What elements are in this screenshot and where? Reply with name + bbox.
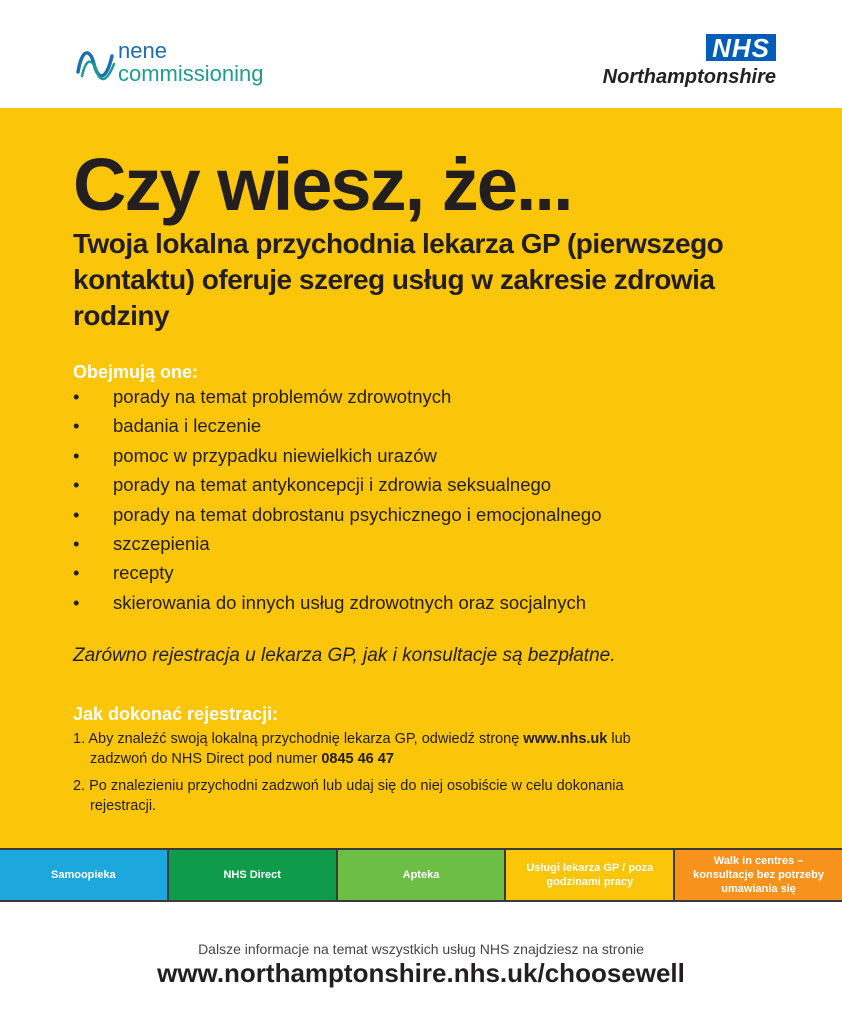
headline: Czy wiesz, że...	[73, 143, 572, 226]
bullet-icon: •	[73, 415, 80, 437]
list-item-text: badania i leczenie	[113, 415, 262, 437]
step-text: Aby znaleźć swoją lokalną przychodnię lekarza GP, odwiedź stronę	[88, 731, 520, 747]
website-link[interactable]: www.nhs.uk	[523, 731, 608, 747]
nhs-logo	[603, 34, 776, 89]
nhs-region-name: Northamptonshire	[602, 66, 776, 88]
step-text-indented	[73, 749, 394, 769]
list-item	[73, 413, 602, 442]
registration-title: Jak dokonać rejestracji:	[73, 704, 279, 724]
bullet-icon: •	[73, 532, 80, 554]
list-item	[73, 443, 602, 472]
step-number: 2.	[73, 778, 86, 794]
list-item-text: skierowania do innych usług zdrowotnych oraz socjalnych	[113, 591, 587, 613]
bullet-icon: •	[73, 562, 80, 584]
list-item	[73, 472, 602, 501]
step-text: Po znalezieniu przychodni zadzwoń lub udaj się do niej osobiście w celu dokonania	[89, 778, 624, 794]
footer-url-link[interactable]: www.northamptonshire.nhs.uk/choosewell	[157, 958, 685, 988]
band-self-care: Samoopieka	[0, 850, 169, 900]
band-pharmacy: Apteka	[338, 850, 507, 900]
nhs-badge: NHS	[706, 34, 776, 61]
list-item-text: porady na temat antykoncepcji i zdrowia seksualnego	[113, 474, 552, 496]
service-colour-band	[0, 848, 842, 902]
bullet-icon: •	[73, 591, 80, 613]
list-item	[73, 502, 602, 531]
bullet-icon: •	[73, 386, 80, 407]
bullet-icon: •	[73, 444, 80, 466]
nene-commissioning-logo	[76, 38, 296, 98]
list-item-text: recepty	[113, 562, 174, 584]
services-list	[73, 384, 602, 619]
list-item	[73, 590, 602, 619]
list-item	[73, 384, 602, 413]
wave-icon	[76, 42, 116, 86]
free-of-charge-note: Zarówno rejestracja u lekarza GP, jak i konsultacje są bezpłatne.	[73, 645, 616, 666]
list-item	[73, 531, 602, 560]
band-walk-in-centres: Walk in centres – konsultacje bez potrzeby umawiania się	[675, 850, 842, 900]
list-item	[73, 560, 602, 589]
subheadline: Twoja lokalna przychodnia lekarza GP (pierwszego kontaktu) oferuje szereg usług w zakresie zdrowia rodziny	[73, 228, 724, 331]
step-text: rejestracji.	[90, 798, 157, 814]
bullet-icon: •	[73, 503, 80, 525]
step-text: zadzwoń do NHS Direct pod numer	[90, 751, 318, 767]
services-title: Obejmują one:	[73, 362, 199, 382]
registration-step-1	[73, 729, 713, 769]
band-nhs-direct: NHS Direct	[169, 850, 338, 900]
footer-note: Dalsze informacje na temat wszystkich usług NHS znajdziesz na stronie	[198, 941, 644, 957]
list-item-text: pomoc w przypadku niewielkich urazów	[113, 444, 437, 466]
band-gp-services: Usługi lekarza GP / poza godzinami pracy	[506, 850, 675, 900]
list-item-text: porady na temat dobrostanu psychicznego i emocjonalnego	[113, 503, 602, 525]
logo-text-nene: nene	[118, 38, 167, 63]
step-number: 1.	[73, 731, 86, 747]
registration-step-2	[73, 776, 713, 816]
step-text: lub	[611, 731, 631, 747]
list-item-text: porady na temat problemów zdrowotnych	[113, 386, 452, 407]
bullet-icon: •	[73, 474, 80, 496]
logo-text-commissioning: commissioning	[118, 61, 264, 86]
phone-number: 0845 46 47	[321, 751, 394, 767]
list-item-text: szczepienia	[113, 532, 210, 554]
header	[0, 0, 842, 108]
